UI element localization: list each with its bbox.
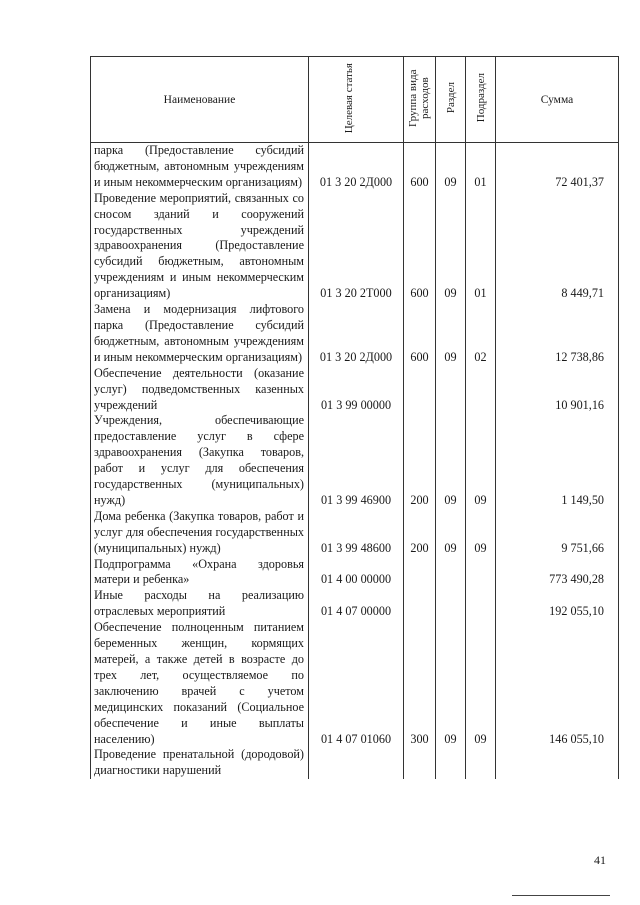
cell-sum: 10 901,16 [496,366,619,414]
header-group [404,57,436,143]
cell-section: 09 [436,302,466,366]
cell-name: Проведение пренатальной (дородовой) диагностики нарушений [91,747,309,779]
page-number: 41 [594,853,606,867]
table-row [91,620,619,747]
cell-group: 200 [404,509,436,557]
cell-section: 09 [436,143,466,191]
cell-subsection [466,588,496,620]
cell-code: 01 3 20 2Д000 [309,143,404,191]
table-row [91,588,619,620]
cell-subsection: 09 [466,620,496,747]
table-row [91,557,619,589]
cell-group: 200 [404,413,436,508]
header-section [436,57,466,143]
cell-section [436,366,466,414]
cell-name: Обеспечение деятельности (оказание услуг) подведомственных казенных учреждений [91,366,309,414]
cell-group: 600 [404,302,436,366]
cell-code: 01 3 20 2Д000 [309,302,404,366]
cell-code: 01 3 99 46900 [309,413,404,508]
table-row [91,509,619,557]
cell-name: Учреждения, обеспечивающие предоставление услуг в сфере здравоохранения (Закупка товаров, работ и услуг для обеспечения государственных (муниципальных) нужд) [91,413,309,508]
cell-name: Замена и модернизация лифтового парка (Предоставление субсидий бюджетным, автономным учреждениям и иным некоммерческим организациям) [91,302,309,366]
cell-section: 09 [436,413,466,508]
cell-sum: 12 738,86 [496,302,619,366]
footer-rule [512,895,610,896]
cell-section: 09 [436,620,466,747]
cell-section: 09 [436,509,466,557]
table-row [91,191,619,302]
cell-sum: 1 149,50 [496,413,619,508]
cell-subsection: 09 [466,413,496,508]
cell-sum: 192 055,10 [496,588,619,620]
cell-sum: 146 055,10 [496,620,619,747]
cell-subsection: 01 [466,191,496,302]
cell-code [309,747,404,779]
header-target [309,57,404,143]
table-row [91,143,619,191]
cell-code: 01 3 99 00000 [309,366,404,414]
header-subsection [466,57,496,143]
table-row [91,366,619,414]
cell-sum: 8 449,71 [496,191,619,302]
header-group-label: Группа вида расходов [407,69,431,127]
cell-section [436,557,466,589]
cell-code: 01 3 20 2Т000 [309,191,404,302]
cell-code: 01 4 07 01060 [309,620,404,747]
header-name: Наименование [91,57,309,143]
cell-name: Подпрограмма «Охрана здоровья матери и ребенка» [91,557,309,589]
cell-section [436,747,466,779]
cell-group: 300 [404,620,436,747]
table-row [91,302,619,366]
cell-code: 01 4 00 00000 [309,557,404,589]
cell-name: парка (Предоставление субсидий бюджетным, автономным учреждениям и иным некоммерческим организациям) [91,143,309,191]
cell-subsection: 01 [466,143,496,191]
cell-subsection [466,747,496,779]
cell-group [404,588,436,620]
cell-subsection: 02 [466,302,496,366]
cell-sum: 72 401,37 [496,143,619,191]
cell-group: 600 [404,191,436,302]
cell-code: 01 3 99 48600 [309,509,404,557]
cell-group [404,747,436,779]
cell-name: Иные расходы на реализацию отраслевых мероприятий [91,588,309,620]
cell-code: 01 4 07 00000 [309,588,404,620]
table-row [91,413,619,508]
cell-group: 600 [404,143,436,191]
cell-name: Проведение мероприятий, связанных со сносом зданий и сооружений государственных учреждений здравоохранения (Предоставление субсидий бюджетным, автономным учреждениям и иным некоммерческим организациям) [91,191,309,302]
cell-section: 09 [436,191,466,302]
header-subsection-label: Подраздел [474,73,487,123]
header-sum: Сумма [496,57,619,143]
cell-name: Обеспечение полноценным питанием беременных женщин, кормящих матерей, а также детей в возрасте до трех лет, осуществляемое по заключению врачей с учетом медицинских показаний (Социальное обеспечение и иные выплаты населению) [91,620,309,747]
budget-table [90,56,619,779]
cell-sum [496,747,619,779]
cell-subsection [466,366,496,414]
cell-sum: 773 490,28 [496,557,619,589]
cell-group [404,557,436,589]
header-target-label: Целевая статья [343,62,355,134]
cell-subsection: 09 [466,509,496,557]
header-section-label: Раздел [444,82,457,114]
cell-section [436,588,466,620]
table-row [91,747,619,779]
table-header-row [91,57,619,143]
cell-name: Дома ребенка (Закупка товаров, работ и услуг для обеспечения государственных (муниципальных) нужд) [91,509,309,557]
cell-subsection [466,557,496,589]
cell-sum: 9 751,66 [496,509,619,557]
cell-group [404,366,436,414]
